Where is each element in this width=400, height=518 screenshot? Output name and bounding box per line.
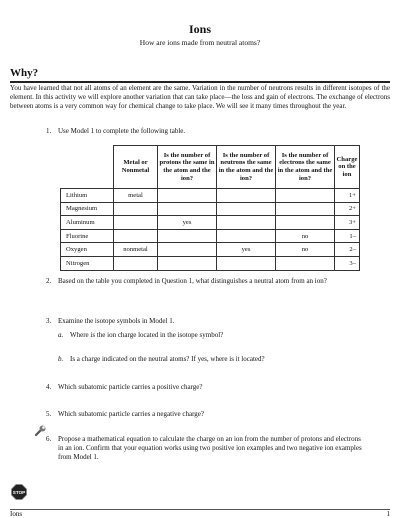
table-header: Is the number of protons the same in the atom and the ion? [158, 146, 217, 189]
electrons-cell[interactable]: no [276, 243, 335, 257]
table-row [61, 202, 360, 216]
footer-divider [10, 509, 390, 510]
metal-cell[interactable]: metal [114, 189, 158, 203]
table-header-row [61, 146, 360, 189]
section-divider [10, 81, 390, 83]
element-name-cell: Oxygen [61, 243, 114, 257]
neutrons-cell[interactable]: yes [217, 243, 276, 257]
element-name-cell: Fluorine [61, 229, 114, 243]
question-number: 6. [46, 435, 52, 443]
charge-cell: 1– [335, 229, 360, 243]
table-row [61, 243, 360, 257]
neutrons-cell[interactable] [217, 229, 276, 243]
neutrons-cell[interactable] [217, 202, 276, 216]
neutrons-cell[interactable] [217, 256, 276, 270]
metal-cell[interactable] [114, 229, 158, 243]
charge-cell: 2– [335, 243, 360, 257]
electrons-cell[interactable] [276, 202, 335, 216]
question-letter: b. [58, 355, 64, 363]
element-name-cell: Magnesium [61, 202, 114, 216]
question-number: 5. [46, 410, 52, 418]
electrons-cell[interactable]: no [276, 229, 335, 243]
question-text: Examine the isotope symbols in Model 1. [58, 317, 175, 325]
table-header: Charge on the ion [335, 146, 360, 189]
electrons-cell[interactable] [276, 256, 335, 270]
table-header-blank [61, 146, 114, 189]
question-text: Which subatomic particle carries a negative charge? [58, 410, 205, 418]
table-row [61, 189, 360, 203]
metal-cell[interactable] [114, 202, 158, 216]
charge-cell: 3+ [335, 216, 360, 230]
protons-cell[interactable] [158, 189, 217, 203]
element-name-cell: Aluminum [61, 216, 114, 230]
section-heading-why: Why? [10, 67, 39, 79]
question-text: Propose a mathematical equation to calculate the charge on an ion from the number of protons and electrons in an ion. Confirm that your equation works using two positive ion examples and two negative ion examples from Model 1. [58, 435, 362, 462]
protons-cell[interactable] [158, 243, 217, 257]
question-text: Where is the ion charge located in the isotope symbol? [70, 331, 224, 339]
question-letter: a. [58, 331, 64, 339]
stop-sign-icon [11, 484, 27, 500]
question-number: 4. [46, 383, 52, 391]
question-number: 2. [46, 277, 52, 285]
table-header: Metal or Nonmetal [114, 146, 158, 189]
charge-cell: 1+ [335, 189, 360, 203]
question-text: Is a charge indicated on the neutral atoms? If yes, where is it located? [70, 355, 265, 363]
charge-cell: 3– [335, 256, 360, 270]
table-header: Is the number of electrons the same in the atom and the ion? [276, 146, 335, 189]
element-name-cell: Nitrogen [61, 256, 114, 270]
wrench-icon [33, 424, 47, 438]
table-row [61, 256, 360, 270]
charge-cell: 2+ [335, 202, 360, 216]
page-number: 1 [386, 510, 390, 518]
protons-cell[interactable]: yes [158, 216, 217, 230]
table-row [61, 229, 360, 243]
stop-sign-label: STOP [12, 490, 26, 495]
page-subtitle: How are ions made from neutral atoms? [139, 38, 261, 47]
footer-title: Ions [10, 510, 23, 518]
question-text: Based on the table you completed in Question 1, what distinguishes a neutral atom from an ion? [58, 277, 327, 285]
metal-cell[interactable]: nonmetal [114, 243, 158, 257]
page-title: Ions [188, 22, 211, 36]
table-row [61, 216, 360, 230]
table-header: Is the number of neutrons the same in the atom and the ion? [217, 146, 276, 189]
protons-cell[interactable] [158, 202, 217, 216]
question-number: 3. [46, 317, 52, 325]
electrons-cell[interactable] [276, 189, 335, 203]
protons-cell[interactable] [158, 256, 217, 270]
neutrons-cell[interactable] [217, 216, 276, 230]
question-text: Use Model 1 to complete the following table. [58, 127, 186, 135]
metal-cell[interactable] [114, 216, 158, 230]
intro-paragraph: You have learned that not all atoms of an element are the same. Variation in the number of neutrons results in different isotopes of the element. In this activity we will explore another variation that can take place—the loss and gain of electrons. The exchange of electrons between atoms is a very common way for chemical change to take place. We will see it many times throughout the year. [10, 84, 390, 111]
electrons-cell[interactable] [276, 216, 335, 230]
protons-cell[interactable] [158, 229, 217, 243]
question-number: 1. [46, 127, 52, 135]
metal-cell[interactable] [114, 256, 158, 270]
question-text: Which subatomic particle carries a positive charge? [58, 383, 203, 391]
ion-table [60, 145, 360, 271]
element-name-cell: Lithium [61, 189, 114, 203]
neutrons-cell[interactable] [217, 189, 276, 203]
